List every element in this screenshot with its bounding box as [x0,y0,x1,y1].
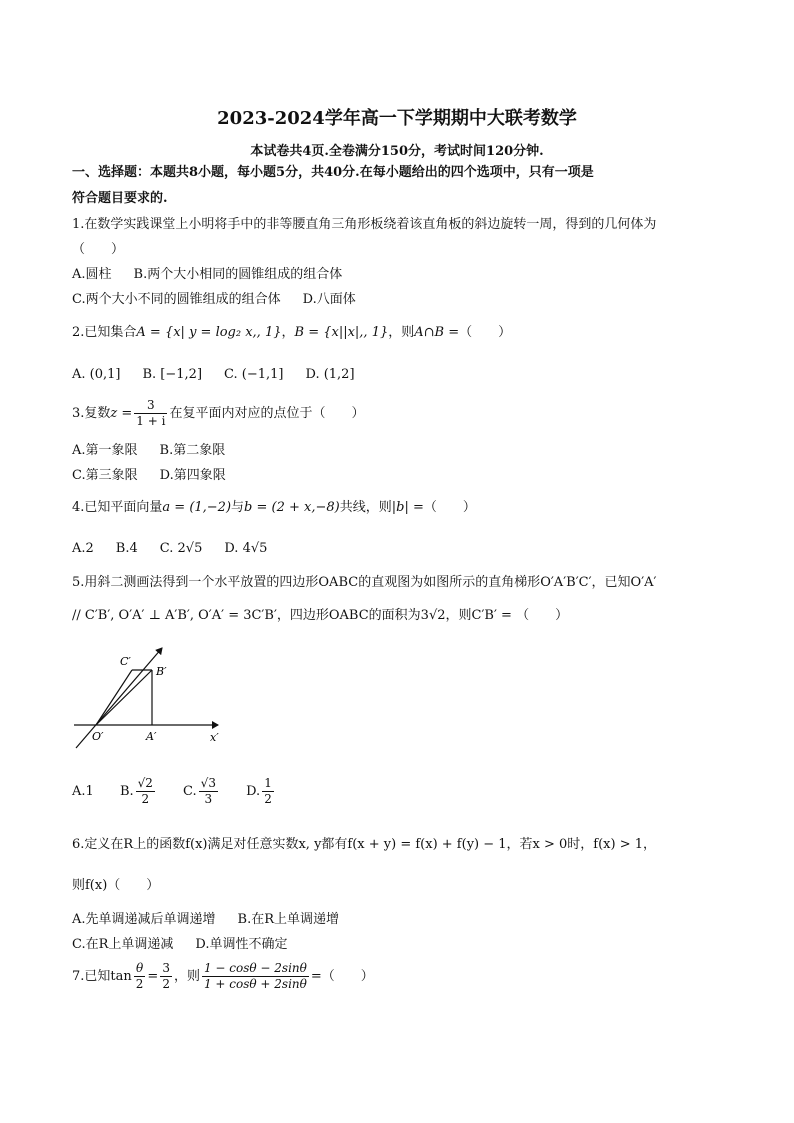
q6-option-d: D.单调性不确定 [195,937,288,952]
q4-stem-start: 4.已知平面向量 [72,500,163,515]
q4-abs-b: |b| = [391,500,424,515]
q2-stem-start: 2.已知集合 [72,325,137,340]
label-c: C′ [120,655,131,668]
q2-option-a: A. (0,1] [72,367,121,382]
q5-stem-line2: // C′B′, O′A′ ⊥ A′B′, O′A′ = 3C′B′，四边形OABC的面积为3√2，则C′B′ = （ ） [72,608,569,623]
q5-option-b-num: √2 [137,776,153,790]
q1-options-row1 [72,266,364,284]
q7-stem [72,960,374,994]
q1-option-d: D.八面体 [302,292,356,307]
section-heading-line1: 一、选择题：本题共8小题，每小题5分，共40分.在每小题给出的四个选项中，只有一项是 [72,165,594,180]
q4-option-d: D. 4√5 [224,541,268,556]
q1-option-b: B.两个大小相同的圆锥组成的组合体 [133,267,343,282]
q2-expr: A∩B = [414,325,460,340]
q6-options-row1 [72,911,361,929]
q5-stem-line1: 5.用斜二测画法得到一个水平放置的四边形OABC的直观图为如图所示的直角梯形O′A′B′C′，已知O′A′ [72,575,657,590]
q7-equals: = [147,969,159,984]
label-a: A′ [146,730,157,743]
q5-option-d [246,776,276,808]
q5-option-b-prefix: B. [119,784,134,799]
page-title: 2023-2024学年高一下学期期中大联考数学 [217,108,577,129]
q7-fraction-expr-den: 1 + cosθ + 2sinθ [203,977,307,991]
section-heading-line2: 符合题目要求的. [72,191,168,206]
q3-options-row1 [72,442,247,460]
q2-set-b: B = {x||x|,, 1} [294,325,389,340]
q3-fraction-num: 3 [134,398,167,414]
q6-option-b: B.在R上单调递增 [237,912,340,927]
q3-options-row2 [72,467,248,485]
q6-stem-line2: 则f(x)（ ） [72,878,160,893]
q1-blank: （ ） [72,242,125,257]
q2-option-c: C. (−1,1] [224,367,284,382]
q2-blank: （ ） [459,325,512,340]
q7-then: ，则 [173,969,200,984]
q1-options-row2 [72,291,378,309]
q4-vector-b: b = (2 + x,−8) [244,500,340,515]
q3-option-c: C.第三象限 [72,468,138,483]
q7-fraction-value-den: 2 [162,977,170,991]
q3-fraction [134,398,167,429]
q4-blank: （ ） [423,500,476,515]
label-x: x′ [210,731,219,744]
q3-stem-start: 3.复数 [72,406,111,421]
q2-set-a: A = {x| y = log₂ x,, 1} [136,325,282,340]
q6-option-a: A.先单调递减后单调递增 [72,912,216,927]
segment-o-c [96,670,132,725]
q4-collinear: 共线，则 [339,500,392,515]
q3-option-d: D.第四象限 [159,468,226,483]
label-b: B′ [156,665,167,678]
q7-fraction-expr [202,961,309,992]
q1-option-c: C.两个大小不同的圆锥组成的组合体 [72,292,281,307]
q4-option-a: A.2 [72,541,94,556]
q4-option-b: B.4 [115,541,138,556]
q6-stem-line1: 6.定义在R上的函数f(x)满足对任意实数x, y都有f(x + y) = f(x) + f(y) − 1，若x > 0时，f(x) > 1， [72,837,657,852]
q5-option-b-fraction [136,776,155,807]
q7-fraction-theta-den: 2 [135,977,144,991]
q2-option-b: B. [−1,2] [142,367,203,382]
q7-fraction-value-num: 3 [162,961,170,975]
q5-trapezoid-figure [72,645,232,750]
q5-option-d-fraction [262,776,274,807]
q2-option-d: D. (1,2] [305,367,355,382]
q5-option-a: A.1 [72,784,94,799]
q7-end: =（ ） [310,969,374,984]
q3-lhs: z = [110,406,133,421]
q5-option-c-den: 3 [204,792,213,806]
q2-stem: 2.已知集合A = {x| y = log₂ x,, 1}，B = {x||x|,, 1}，则A∩B =（ ） [72,325,512,340]
q5-option-b-den: 2 [141,792,150,806]
label-o: O′ [92,730,104,743]
q2-mid: ，则 [388,325,415,340]
q4-with: 与 [231,500,245,515]
q6-options-row2 [72,936,310,954]
q3-stem-end: 在复平面内对应的点位于（ ） [169,406,365,421]
q4-stem [72,499,476,517]
q5-option-c-fraction [199,776,218,807]
q6-option-c: C.在R上单调递减 [72,937,174,952]
q4-option-c: C. 2√5 [159,541,203,556]
q5-options [72,776,298,808]
q7-fraction-theta-num: θ [134,961,146,977]
q2-options [72,366,377,384]
q1-option-a: A.圆柱 [72,267,112,282]
q3-stem [72,398,364,430]
q5-option-c-prefix: C. [183,784,197,799]
q7-fraction-expr-num: 1 − cosθ − 2sinθ [203,961,307,975]
q4-vector-a: a = (1,−2) [162,500,232,515]
q5-option-d-prefix: D. [246,784,261,799]
exam-info: 本试卷共4页.全卷满分150分，考试时间120分钟. [250,144,544,159]
q7-stem-start: 7.已知tan [72,969,132,984]
q1-stem: 1.在数学实践课堂上小明将手中的非等腰直角三角形板绕着该直角板的斜边旋转一周，得到的几何体为 [72,217,657,232]
q3-option-a: A.第一象限 [72,443,138,458]
segment-o-b [96,670,152,725]
q7-fraction-theta [134,961,146,992]
q5-option-d-den: 2 [264,792,272,806]
q5-option-c-num: √3 [200,776,216,790]
q3-option-b: B.第二象限 [159,443,226,458]
q7-fraction-value [160,961,172,992]
q5-option-c [183,776,220,808]
q3-fraction-den: 1 + i [136,414,166,428]
q4-options [72,540,289,558]
q5-option-d-num: 1 [264,776,272,790]
q5-option-b [120,776,157,808]
